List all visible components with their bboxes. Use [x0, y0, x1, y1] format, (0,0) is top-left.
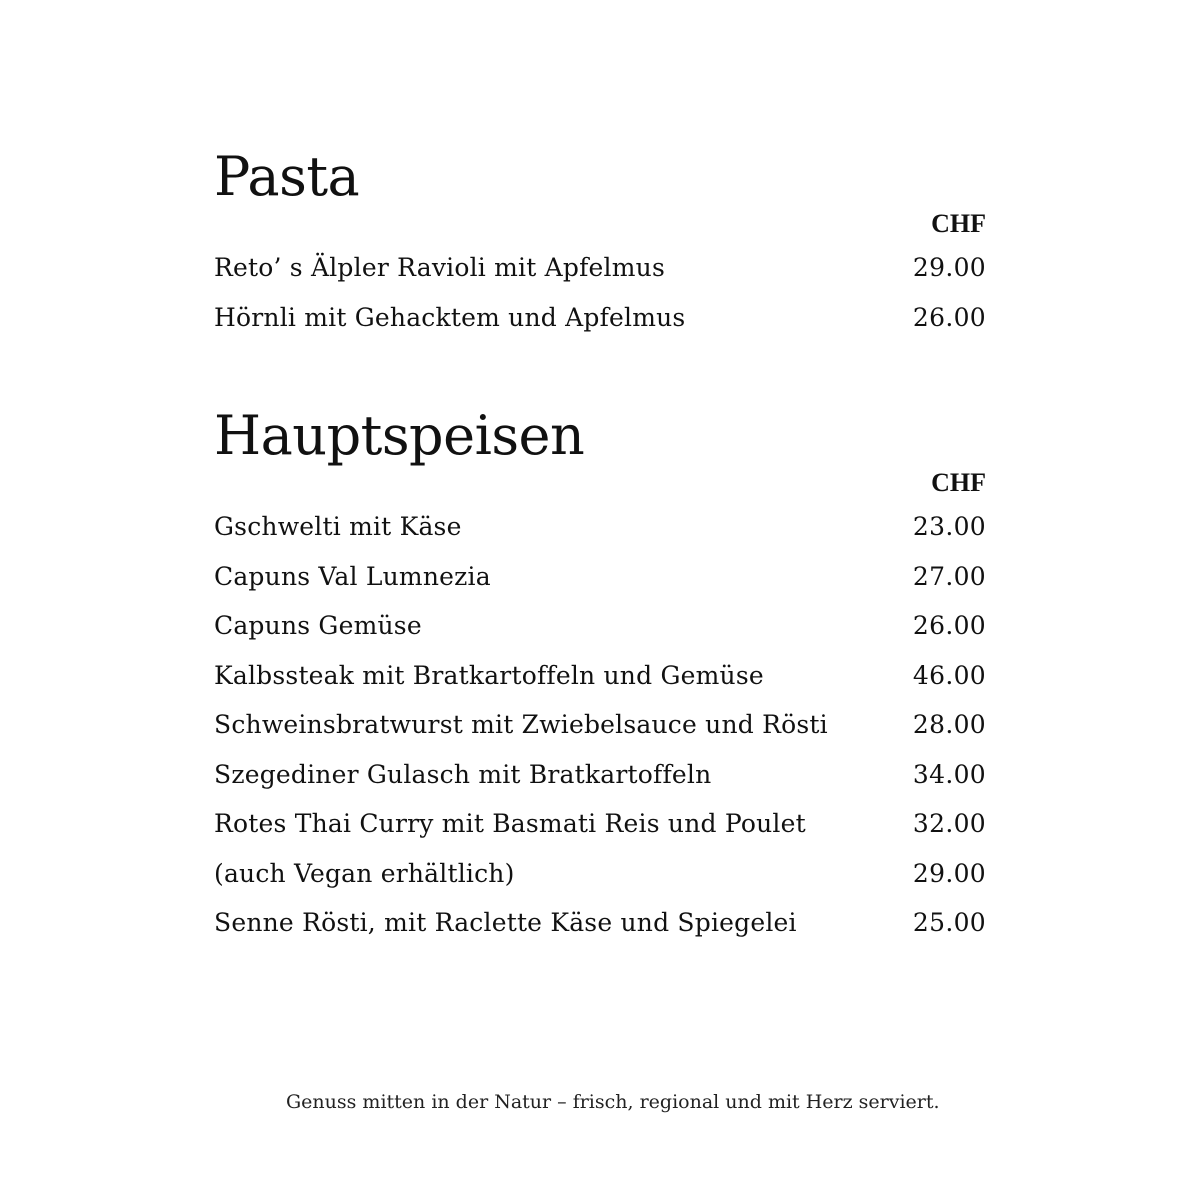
menu-item — [214, 799, 986, 849]
menu-item — [214, 651, 986, 701]
menu-item-price: 29.00 — [912, 858, 986, 888]
menu-item-name: Capuns Val Lumnezia — [214, 561, 491, 591]
menu-item-price: 34.00 — [912, 759, 986, 789]
section-title-pasta: Pasta — [214, 145, 360, 208]
menu-item-price: 26.00 — [912, 611, 986, 640]
menu-item — [214, 750, 986, 800]
mains-item-list — [214, 502, 986, 948]
menu-item — [214, 849, 986, 899]
currency-header-pasta: CHF — [931, 209, 986, 238]
pasta-item-list — [214, 243, 986, 342]
menu-item — [214, 243, 986, 293]
menu-item-name: Senne Rösti, mit Raclette Käse und Spiegelei — [214, 908, 797, 937]
footer-tagline: Genuss mitten in der Natur – frisch, regional und mit Herz serviert. — [286, 1091, 940, 1113]
menu-item-price: 28.00 — [912, 710, 986, 739]
menu-item-price: 23.00 — [912, 512, 986, 541]
menu-item-price: 27.00 — [912, 561, 986, 591]
menu-item-name: Hörnli mit Gehacktem und Apfelmus — [214, 302, 686, 332]
menu-item-name: Szegediner Gulasch mit Bratkartoffeln — [214, 759, 712, 789]
section-title-mains: Hauptspeisen — [214, 404, 585, 467]
menu-item-price: 25.00 — [912, 908, 986, 937]
pasta-section — [214, 145, 986, 342]
menu-item-price: 32.00 — [912, 809, 986, 838]
currency-header-mains: CHF — [931, 468, 986, 497]
menu-item — [214, 700, 986, 750]
menu-item — [214, 552, 986, 602]
menu-item-name: Rotes Thai Curry mit Basmati Reis und Poulet — [214, 809, 806, 838]
menu-item-name: Reto’ s Älpler Ravioli mit Apfelmus — [214, 253, 665, 282]
menu-item-price: 46.00 — [912, 660, 986, 690]
menu-item-name: Gschwelti mit Käse — [214, 512, 462, 541]
mains-section — [214, 404, 986, 948]
menu-item — [214, 898, 986, 948]
menu-item-name: Capuns Gemüse — [214, 611, 422, 640]
menu-item-name: (auch Vegan erhältlich) — [214, 858, 515, 888]
menu-item-name: Schweinsbratwurst mit Zwiebelsauce und Rösti — [214, 710, 828, 739]
menu-item — [214, 601, 986, 651]
menu-item — [214, 502, 986, 552]
menu-item-name: Kalbssteak mit Bratkartoffeln und Gemüse — [214, 660, 764, 690]
menu-item-price: 29.00 — [912, 253, 986, 282]
menu-item — [214, 293, 986, 343]
menu-item-price: 26.00 — [912, 302, 986, 332]
